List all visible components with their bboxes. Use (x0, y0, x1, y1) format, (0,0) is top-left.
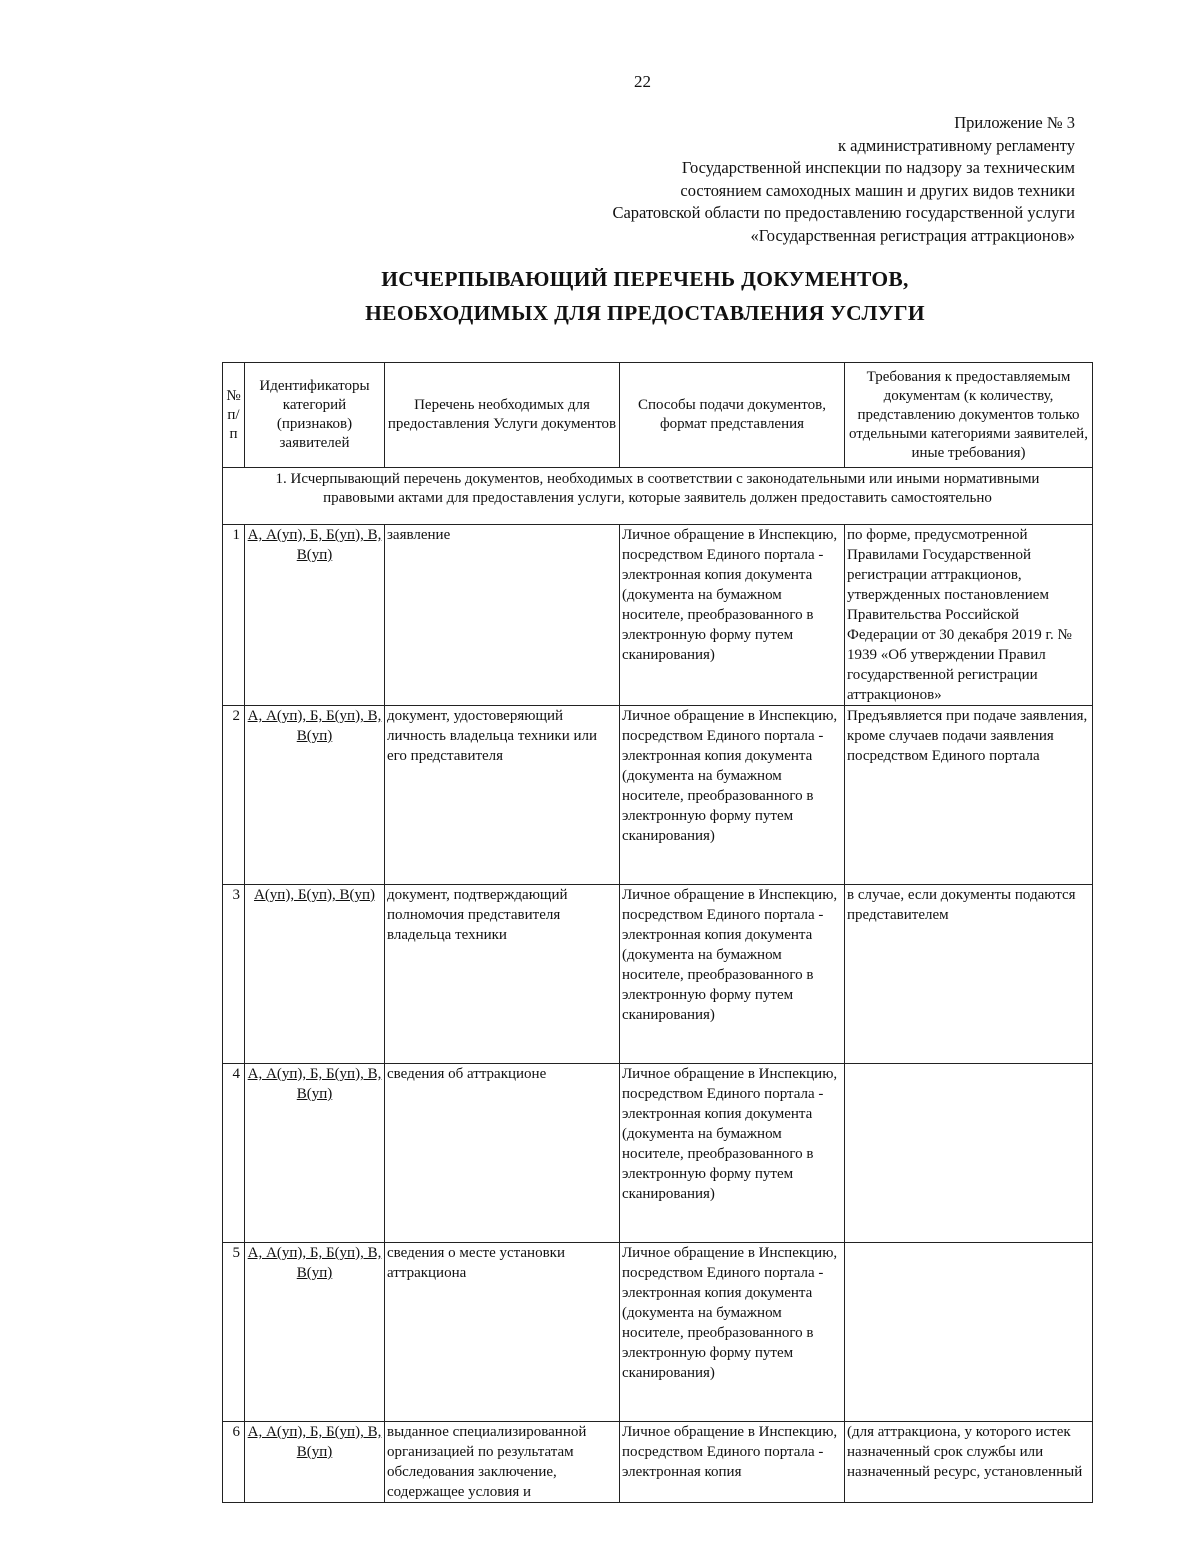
row-categories: А, А(уп), Б, Б(уп), В, В(уп) (245, 1422, 385, 1503)
appendix-line: Саратовской области по предоставлению государственной услуги (612, 203, 1075, 222)
row-requirements: по форме, предусмотренной Правилами Государственной регистрации аттракционов, утвержденных постановлением Правительства Российской Федерации от 30 декабря 2019 г. № 1939 «Об утверждении Правил государственной регистрации аттракционов» (845, 525, 1093, 706)
row-requirements: в случае, если документы подаются представителем (845, 885, 1093, 1064)
section-row (223, 468, 1093, 525)
row-requirements: (для аттракциона, у которого истек назначенный срок службы или назначенный ресурс, установленный (845, 1422, 1093, 1503)
section-title: 1. Исчерпывающий перечень документов, необходимых в соответствии с законодательными или иными нормативными правовыми актами для предоставления услуги, которые заявитель должен предоставить самостоятельно (223, 468, 1093, 525)
row-number: 1 (223, 525, 245, 706)
header-number: № п/п (223, 363, 245, 468)
page-number: 22 (634, 72, 651, 91)
row-number: 3 (223, 885, 245, 1064)
row-categories: А, А(уп), Б, Б(уп), В, В(уп) (245, 1064, 385, 1243)
row-method: Личное обращение в Инспекцию, посредством Единого портала - электронная копия документа (документа на бумажном носителе, преобразованного в электронную форму путем сканирования) (620, 525, 845, 706)
row-document: выданное специализированной организацией по результатам обследования заключение, содержащее условия и (385, 1422, 620, 1503)
documents-table (222, 362, 1093, 1503)
row-document: сведения о месте установки аттракциона (385, 1243, 620, 1422)
row-number: 2 (223, 706, 245, 885)
table-header-row (223, 363, 1093, 468)
row-number: 5 (223, 1243, 245, 1422)
header-documents: Перечень необходимых для предоставления Услуги документов (385, 363, 620, 468)
row-document: документ, удостоверяющий личность владельца техники или его представителя (385, 706, 620, 885)
table-row (223, 1243, 1093, 1422)
appendix-block (612, 112, 1075, 247)
row-method: Личное обращение в Инспекцию, посредством Единого портала - электронная копия документа (документа на бумажном носителе, преобразованного в электронную форму путем сканирования) (620, 885, 845, 1064)
title-line-2: НЕОБХОДИМЫХ ДЛЯ ПРЕДОСТАВЛЕНИЯ УСЛУГИ (365, 301, 925, 325)
row-categories: А, А(уп), Б, Б(уп), В, В(уп) (245, 706, 385, 885)
table-row (223, 706, 1093, 885)
title-line-1: ИСЧЕРПЫВАЮЩИЙ ПЕРЕЧЕНЬ ДОКУМЕНТОВ, (381, 267, 909, 291)
appendix-line: «Государственная регистрация аттракционов» (750, 225, 1075, 245)
row-method: Личное обращение в Инспекцию, посредством Единого портала - электронная копия документа (документа на бумажном носителе, преобразованного в электронную форму путем сканирования) (620, 1064, 845, 1243)
appendix-line: к административному регламенту (838, 135, 1075, 155)
row-requirements: Предъявляется при подаче заявления, кроме случаев подачи заявления посредством Единого портала (845, 706, 1093, 885)
row-categories: А(уп), Б(уп), В(уп) (245, 885, 385, 1064)
row-categories: А, А(уп), Б, Б(уп), В, В(уп) (245, 525, 385, 706)
table-row (223, 1064, 1093, 1243)
row-document: документ, подтверждающий полномочия представителя владельца техники (385, 885, 620, 1064)
row-requirements (845, 1064, 1093, 1243)
header-categories: Идентификаторы категорий (признаков) заявителей (245, 363, 385, 468)
header-methods: Способы подачи документов, формат представления (620, 363, 845, 468)
row-number: 6 (223, 1422, 245, 1503)
appendix-line: состоянием самоходных машин и других видов техники (680, 180, 1075, 200)
row-method: Личное обращение в Инспекцию, посредством Единого портала - электронная копия (620, 1422, 845, 1503)
appendix-line: Государственной инспекции по надзору за техническим (681, 158, 1075, 177)
row-method: Личное обращение в Инспекцию, посредством Единого портала - электронная копия документа (документа на бумажном носителе, преобразованного в электронную форму путем сканирования) (620, 1243, 845, 1422)
appendix-line: Приложение № 3 (954, 113, 1075, 132)
table-row (223, 885, 1093, 1064)
header-requirements: Требования к предоставляемым документам (к количеству, представлению документов только отдельными категориями заявителей, иные требования) (845, 363, 1093, 468)
row-requirements (845, 1243, 1093, 1422)
row-method: Личное обращение в Инспекцию, посредством Единого портала - электронная копия документа (документа на бумажном носителе, преобразованного в электронную форму путем сканирования) (620, 706, 845, 885)
row-categories: А, А(уп), Б, Б(уп), В, В(уп) (245, 1243, 385, 1422)
document-title (0, 262, 1200, 330)
table-row (223, 525, 1093, 706)
table-row (223, 1422, 1093, 1503)
row-document: заявление (385, 525, 620, 706)
row-document: сведения об аттракционе (385, 1064, 620, 1243)
row-number: 4 (223, 1064, 245, 1243)
